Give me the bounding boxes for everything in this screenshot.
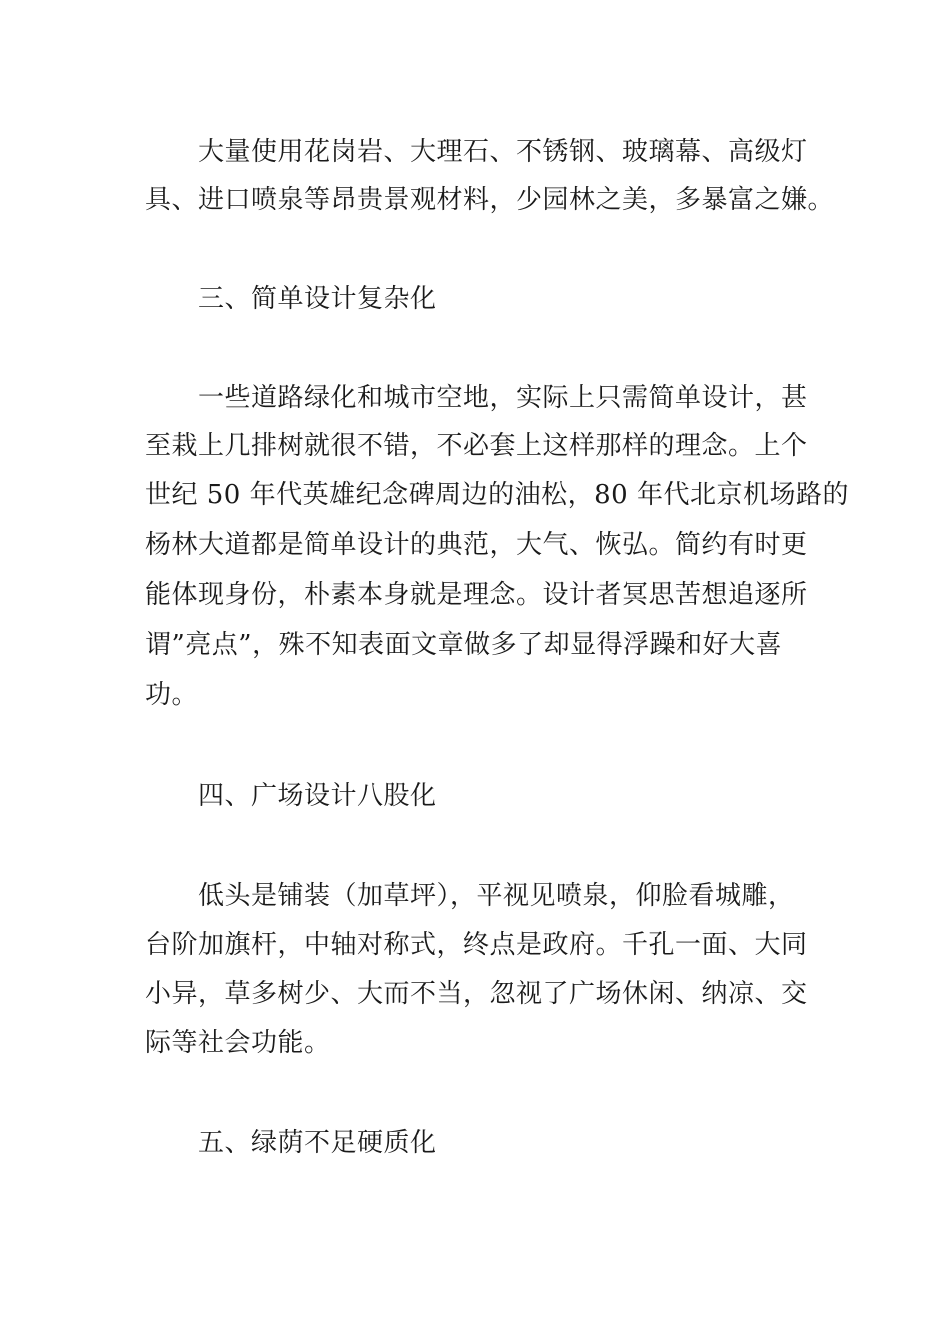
paragraph-line: 谓”亮点”，殊不知表面文章做多了却显得浮躁和好大喜 <box>145 630 783 660</box>
paragraph-line: 具、进口喷泉等昂贵景观材料，少园林之美，多暴富之嫌。 <box>145 185 835 215</box>
paragraph-line: 世纪 50 年代英雄纪念碑周边的油松，80 年代北京机场路的 <box>145 480 849 510</box>
paragraph-line: 小异，草多树少、大而不当，忽视了广场休闲、纳凉、交 <box>145 979 808 1009</box>
section-heading: 五、绿荫不足硬质化 <box>198 1128 437 1158</box>
paragraph-line: 能体现身份，朴素本身就是理念。设计者冥思苦想追逐所 <box>145 580 808 610</box>
paragraph-line: 至栽上几排树就很不错，不必套上这样那样的理念。上个 <box>145 431 808 461</box>
paragraph-line: 一些道路绿化和城市空地，实际上只需简单设计，甚 <box>198 383 808 413</box>
paragraph-line: 功。 <box>145 680 199 710</box>
section-heading: 三、简单设计复杂化 <box>198 284 437 314</box>
paragraph-line: 际等社会功能。 <box>145 1028 331 1058</box>
paragraph-line: 台阶加旗杆，中轴对称式，终点是政府。千孔一面、大同 <box>145 930 808 960</box>
section-heading: 四、广场设计八股化 <box>198 781 437 811</box>
paragraph-line: 低头是铺装（加草坪），平视见喷泉，仰脸看城雕， <box>198 881 795 911</box>
paragraph-line: 杨林大道都是简单设计的典范，大气、恢弘。简约有时更 <box>145 530 808 560</box>
paragraph-line: 大量使用花岗岩、大理石、不锈钢、玻璃幕、高级灯 <box>198 137 808 167</box>
